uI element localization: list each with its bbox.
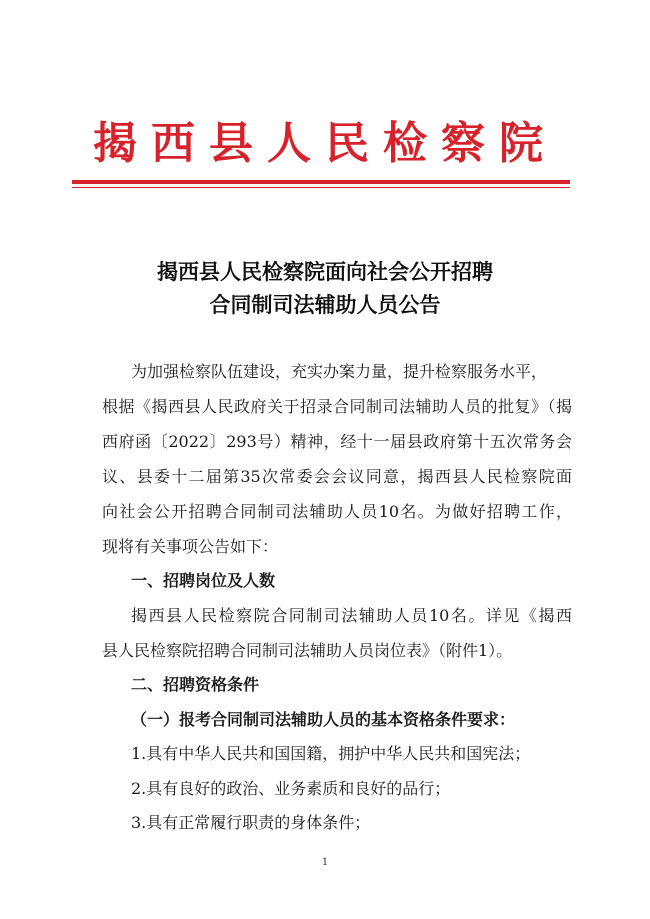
- intro-line-1: 为加强检察队伍建设，充实办案力量，提升检察服务水平，: [131, 362, 548, 381]
- condition-1: 1.具有中华人民共和国国籍，拥护中华人民共和国宪法；: [131, 744, 531, 763]
- intro-line-4: 议、县委十二届第35次常委会会议同意，揭西县人民检察院面: [102, 467, 572, 486]
- condition-2: 2.具有良好的政治、业务素质和良好的品行；: [131, 779, 451, 798]
- masthead-title: 揭西县人民检察院: [93, 118, 557, 169]
- intro-line-6: 现将有关事项公告如下：: [102, 537, 279, 556]
- section-1-line-2: 县人民检察院招聘合同制司法辅助人员岗位表》（附件1）。: [102, 641, 513, 660]
- condition-3: 3.具有正常履行职责的身体条件；: [131, 813, 371, 832]
- masthead-rule-thin: [72, 187, 570, 188]
- document-title-line-1: 揭西县人民检察院面向社会公开招聘: [157, 260, 493, 284]
- intro-line-5: 向社会公开招聘合同制司法辅助人员10名。为做好招聘工作，: [102, 502, 572, 521]
- section-1-line-1: 揭西县人民检察院合同制司法辅助人员10名。详见《揭西: [131, 606, 572, 625]
- section-1-heading: 一、招聘岗位及人数: [131, 571, 276, 590]
- subsection-1-heading: （一）报考合同制司法辅助人员的基本资格条件要求：: [131, 710, 516, 729]
- intro-line-3: 西府函〔2022〕293号）精神，经十一届县政府第十五次常务会: [102, 432, 572, 451]
- section-2-heading: 二、招聘资格条件: [131, 675, 260, 694]
- masthead-rule-thick: [72, 180, 570, 184]
- document-title-line-2: 合同制司法辅助人员公告: [209, 293, 441, 317]
- intro-line-2: 根据《揭西县人民政府关于招录合同制司法辅助人员的批复》（揭: [102, 397, 572, 416]
- page-number: 1: [321, 857, 329, 868]
